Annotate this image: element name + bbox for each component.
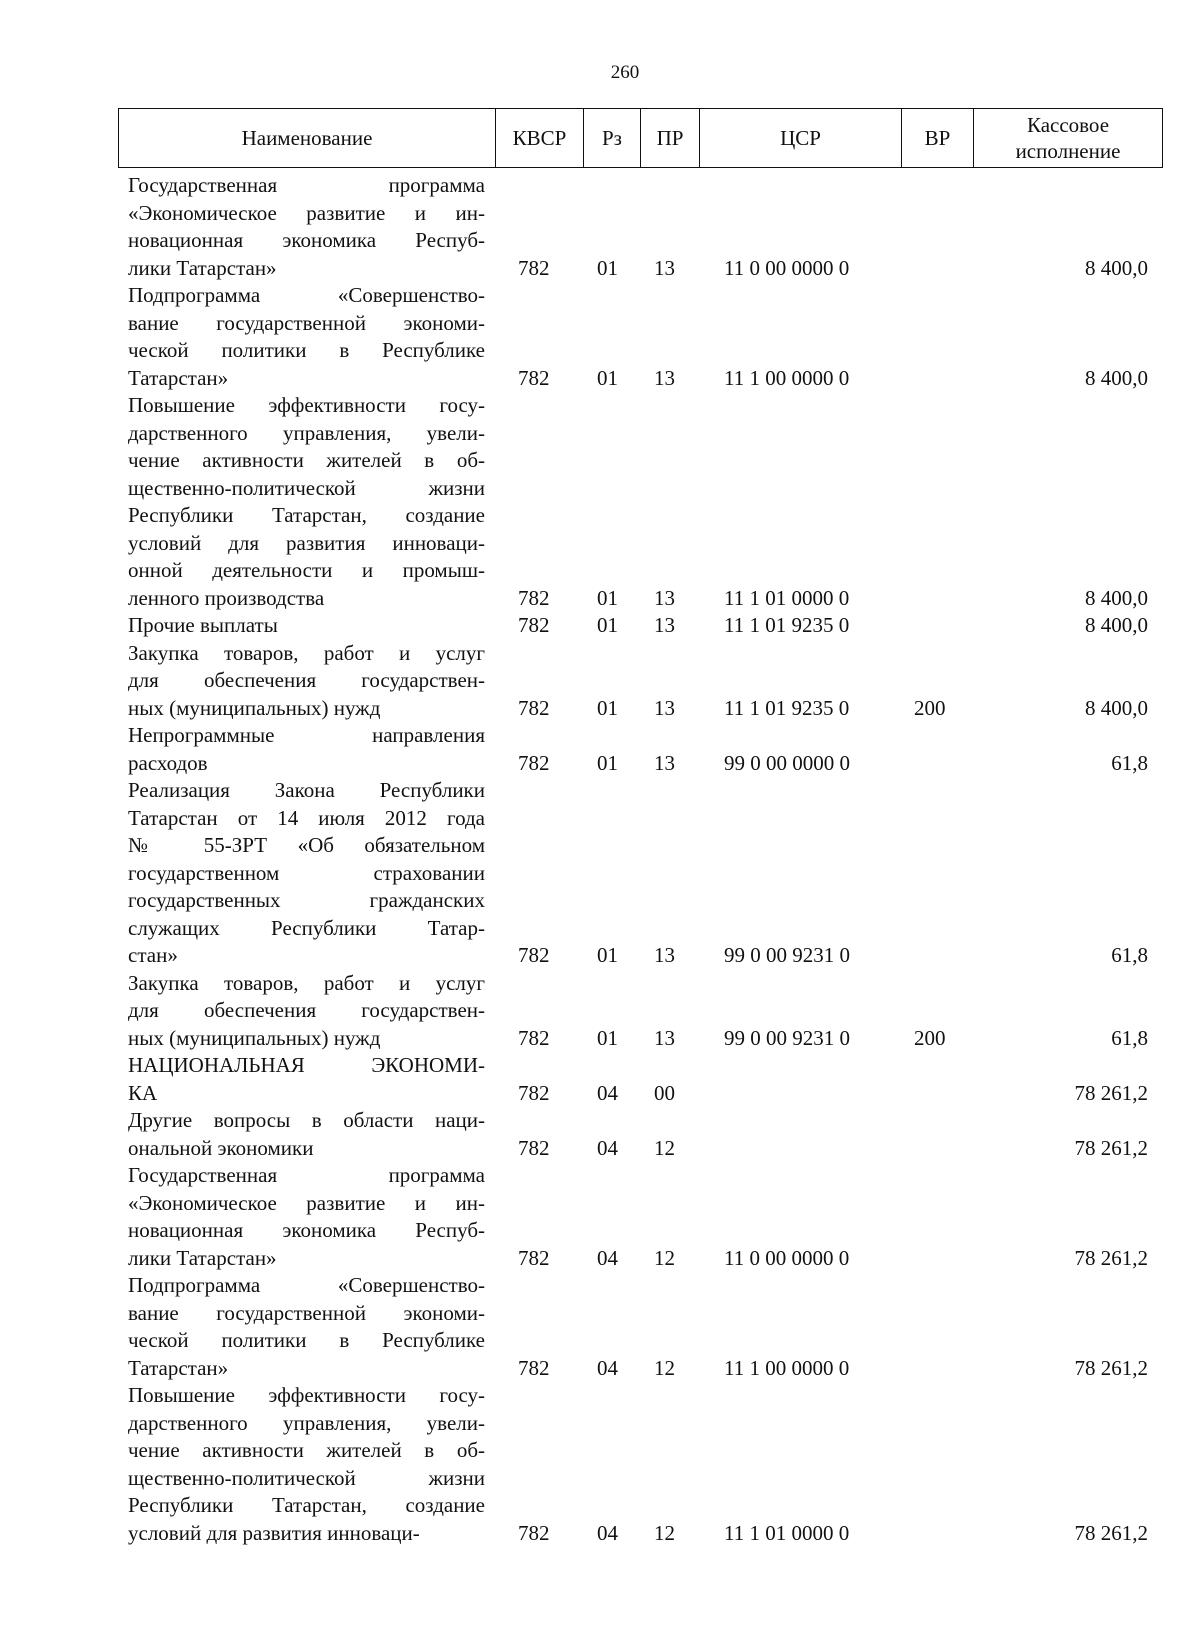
row-name-line: вание государственной экономи- xyxy=(128,1300,485,1325)
page-number: 260 xyxy=(610,62,640,83)
row-name-line: вание государственной экономи- xyxy=(128,310,485,335)
row-csr: 11 0 00 0000 0 xyxy=(724,1245,850,1270)
row-name-line: онной деятельности и промыш- xyxy=(128,558,485,582)
table-header xyxy=(118,108,1163,168)
row-name-line: Подпрограмма «Совершенство- xyxy=(128,1273,485,1297)
row-pr: 13 xyxy=(654,943,675,967)
row-name xyxy=(128,1107,485,1162)
row-kass: 78 261,2 xyxy=(1074,1245,1148,1270)
row-pr: 13 xyxy=(654,255,675,280)
row-name-line: Татарстан» xyxy=(128,1355,229,1380)
row-name-line: щественно-политической жизни xyxy=(128,1465,485,1490)
row-kass: 78 261,2 xyxy=(1074,1080,1148,1105)
row-name-line: Прочие выплаты xyxy=(128,613,278,637)
row-name-line: «Экономическое развитие и ин- xyxy=(128,200,485,225)
row-name-line: для обеспечения государствен- xyxy=(128,998,485,1022)
row-name-line: расходов xyxy=(128,750,208,775)
row-name xyxy=(128,1052,485,1107)
row-name-line: ческой политики в Республике xyxy=(128,338,485,362)
table-row xyxy=(0,777,1200,970)
row-name xyxy=(128,1162,485,1272)
row-kass: 78 261,2 xyxy=(1074,1520,1148,1545)
row-rz: 01 xyxy=(597,943,618,967)
row-name-line: Другие вопросы в области наци- xyxy=(128,1108,485,1132)
row-name-line: новационная экономика Респуб- xyxy=(128,228,485,252)
row-name xyxy=(128,640,485,723)
table-row xyxy=(0,970,1200,1053)
row-rz: 01 xyxy=(597,585,618,610)
header-pr: ПР xyxy=(641,109,700,167)
row-rz: 01 xyxy=(597,695,618,720)
row-kvsr: 782 xyxy=(518,1025,550,1050)
table-body xyxy=(0,172,1200,1547)
header-name: Наименование xyxy=(119,109,496,167)
row-name-line: Республики Татарстан, создание xyxy=(128,503,485,527)
row-name-line: государственном страховании xyxy=(128,860,485,885)
row-csr: 99 0 00 9231 0 xyxy=(724,1025,850,1050)
row-name-line: лики Татарстан» xyxy=(128,1245,277,1270)
row-name-line: «Экономическое развитие и ин- xyxy=(128,1190,485,1215)
row-pr: 00 xyxy=(654,1080,675,1105)
row-vr: 200 xyxy=(914,695,946,720)
row-kvsr: 782 xyxy=(518,613,550,637)
row-name-line: ленного производства xyxy=(128,585,325,610)
row-pr: 13 xyxy=(654,695,675,720)
row-rz: 04 xyxy=(597,1355,618,1380)
row-name-line: Закупка товаров, работ и услуг xyxy=(128,640,485,665)
row-rz: 01 xyxy=(597,613,618,637)
row-name-line: условий для развития инноваци- xyxy=(128,530,485,555)
table-row xyxy=(0,1052,1200,1107)
header-kass xyxy=(974,109,1162,167)
row-pr: 12 xyxy=(654,1245,675,1270)
row-csr: 11 0 00 0000 0 xyxy=(724,255,850,280)
table-row xyxy=(0,282,1200,392)
row-kvsr: 782 xyxy=(518,255,550,280)
header-vr: ВР xyxy=(902,109,974,167)
row-name-line: дарственного управления, увели- xyxy=(128,1410,485,1435)
row-kvsr: 782 xyxy=(518,943,550,967)
row-pr: 13 xyxy=(654,365,675,390)
row-kvsr: 782 xyxy=(518,1520,550,1545)
row-name xyxy=(128,970,485,1053)
row-kvsr: 782 xyxy=(518,1245,550,1270)
table-row xyxy=(0,1272,1200,1382)
table-row xyxy=(0,392,1200,612)
row-kass: 8 400,0 xyxy=(1085,365,1148,390)
table-row xyxy=(0,722,1200,777)
row-rz: 01 xyxy=(597,255,618,280)
row-kvsr: 782 xyxy=(518,1080,550,1105)
row-name-line: дарственного управления, увели- xyxy=(128,420,485,445)
row-csr: 11 1 01 9235 0 xyxy=(724,695,850,720)
row-name-line: условий для развития инноваци- xyxy=(128,1520,420,1545)
row-kass: 8 400,0 xyxy=(1085,613,1148,637)
header-kvsr: КВСР xyxy=(496,109,584,167)
header-kass-label: Кассовое исполнение xyxy=(1015,113,1121,163)
row-kass: 61,8 xyxy=(1111,750,1148,775)
row-name-line: чение активности жителей в об- xyxy=(128,448,485,472)
row-pr: 13 xyxy=(654,585,675,610)
row-kvsr: 782 xyxy=(518,365,550,390)
row-kvsr: 782 xyxy=(518,585,550,610)
row-vr: 200 xyxy=(914,1025,946,1050)
row-name-line: Татарстан» xyxy=(128,365,229,390)
row-name-line: Государственная программа xyxy=(128,173,485,197)
row-name-line: стан» xyxy=(128,943,178,967)
row-kass: 61,8 xyxy=(1111,1025,1148,1050)
row-name-line: Закупка товаров, работ и услуг xyxy=(128,970,485,995)
row-name-line: Реализация Закона Республики xyxy=(128,778,485,802)
row-name xyxy=(128,282,485,392)
row-name-line: № 55-ЗРТ «Об обязательном xyxy=(128,833,485,857)
row-rz: 01 xyxy=(597,365,618,390)
row-name xyxy=(128,1272,485,1382)
row-name-line: служащих Республики Татар- xyxy=(128,915,485,940)
row-kass: 8 400,0 xyxy=(1085,255,1148,280)
row-name-line: НАЦИОНАЛЬНАЯ ЭКОНОМИ- xyxy=(128,1053,485,1077)
row-csr: 11 1 01 9235 0 xyxy=(724,613,850,637)
row-name-line: щественно-политической жизни xyxy=(128,475,485,500)
header-rz: Рз xyxy=(584,109,641,167)
row-name-line: ческой политики в Республике xyxy=(128,1328,485,1352)
row-kvsr: 782 xyxy=(518,1135,550,1160)
row-kass: 61,8 xyxy=(1111,943,1148,967)
table-row xyxy=(0,1162,1200,1272)
row-csr: 99 0 00 0000 0 xyxy=(724,750,850,775)
table-row xyxy=(0,172,1200,282)
row-pr: 13 xyxy=(654,613,675,637)
row-kvsr: 782 xyxy=(518,695,550,720)
table-row xyxy=(0,640,1200,723)
row-pr: 13 xyxy=(654,1025,675,1050)
row-name-line: КА xyxy=(128,1080,158,1105)
row-rz: 04 xyxy=(597,1080,618,1105)
table-row xyxy=(0,1107,1200,1162)
row-name-line: Повышение эффективности госу- xyxy=(128,393,485,417)
row-name xyxy=(128,392,485,612)
row-name-line: ных (муниципальных) нужд xyxy=(128,1025,381,1050)
row-name-line: чение активности жителей в об- xyxy=(128,1438,485,1462)
row-rz: 04 xyxy=(597,1520,618,1545)
row-name-line: лики Татарстан» xyxy=(128,255,277,280)
row-rz: 01 xyxy=(597,750,618,775)
row-name xyxy=(128,612,485,640)
row-name-line: Татарстан от 14 июля 2012 года xyxy=(128,805,485,830)
row-name-line: ных (муниципальных) нужд xyxy=(128,695,381,720)
row-name-line: новационная экономика Респуб- xyxy=(128,1218,485,1242)
row-name-line: Подпрограмма «Совершенство- xyxy=(128,283,485,307)
row-csr: 99 0 00 9231 0 xyxy=(724,943,850,967)
row-name xyxy=(128,722,485,777)
row-name xyxy=(128,777,485,970)
row-name xyxy=(128,1382,485,1547)
row-csr: 11 1 01 0000 0 xyxy=(724,1520,850,1545)
row-kass: 78 261,2 xyxy=(1074,1135,1148,1160)
row-csr: 11 1 00 0000 0 xyxy=(724,365,850,390)
row-pr: 12 xyxy=(654,1520,675,1545)
row-pr: 13 xyxy=(654,750,675,775)
row-name xyxy=(128,172,485,282)
row-rz: 04 xyxy=(597,1245,618,1270)
row-name-line: Непрограммные направления xyxy=(128,723,485,747)
row-pr: 12 xyxy=(654,1135,675,1160)
row-kass: 8 400,0 xyxy=(1085,585,1148,610)
table-row xyxy=(0,1382,1200,1547)
row-name-line: Государственная программа xyxy=(128,1163,485,1187)
row-name-line: Повышение эффективности госу- xyxy=(128,1383,485,1407)
row-name-line: государственных гражданских xyxy=(128,888,485,912)
row-rz: 04 xyxy=(597,1135,618,1160)
row-csr: 11 1 00 0000 0 xyxy=(724,1355,850,1380)
row-rz: 01 xyxy=(597,1025,618,1050)
table-row xyxy=(0,612,1200,640)
row-name-line: ональной экономики xyxy=(128,1135,314,1160)
row-kass: 78 261,2 xyxy=(1074,1355,1148,1380)
row-name-line: Республики Татарстан, создание xyxy=(128,1493,485,1517)
row-kvsr: 782 xyxy=(518,750,550,775)
row-csr: 11 1 01 0000 0 xyxy=(724,585,850,610)
header-csr: ЦСР xyxy=(700,109,902,167)
row-kvsr: 782 xyxy=(518,1355,550,1380)
row-name-line: для обеспечения государствен- xyxy=(128,668,485,692)
row-pr: 12 xyxy=(654,1355,675,1380)
row-kass: 8 400,0 xyxy=(1085,695,1148,720)
